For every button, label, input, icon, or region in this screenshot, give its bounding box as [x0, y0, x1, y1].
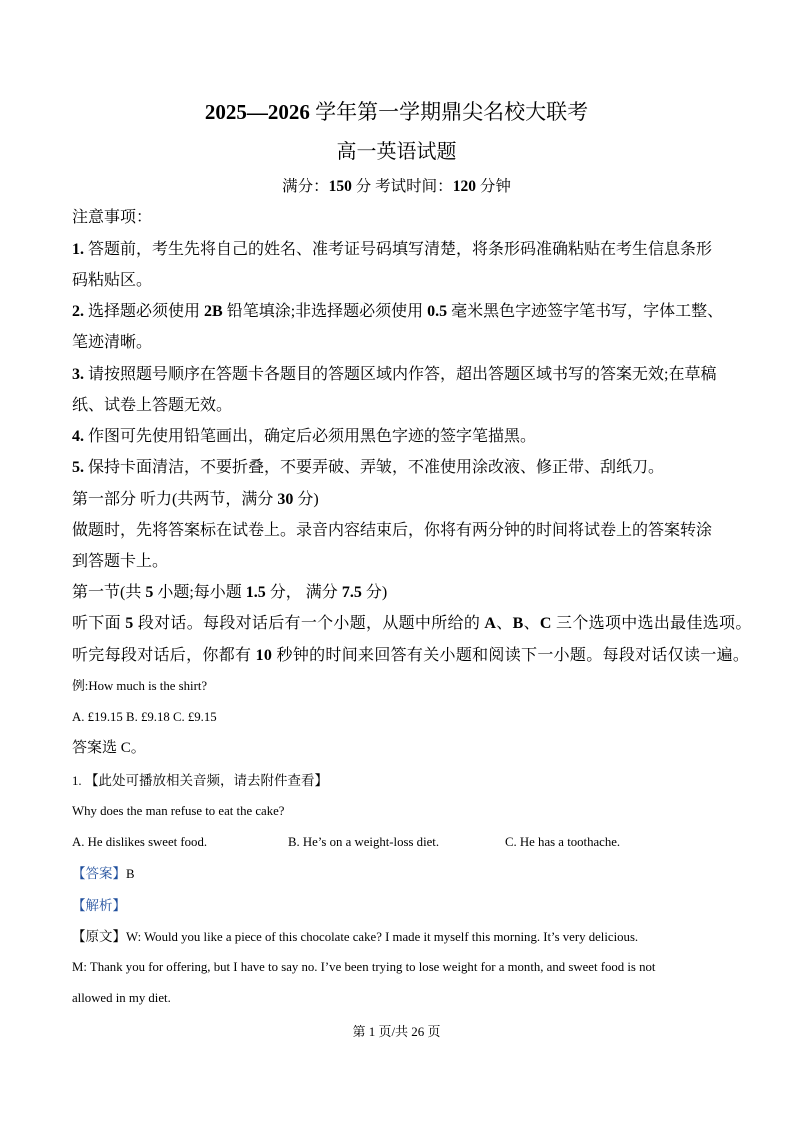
notice-item-text: 0.5	[427, 303, 448, 321]
option-letter-c: C	[539, 615, 552, 633]
audio-note: 【此处可播放相关音频，请去附件查看】	[84, 772, 328, 788]
directions-text: 、	[523, 615, 540, 633]
score-label: 满分：	[282, 178, 329, 195]
notice-item-3	[72, 359, 762, 390]
notice-item-text: 答题前，考生先将自己的姓名、准考证号码填写清楚，将条形码准确粘贴在考生信息条形	[84, 240, 713, 258]
notice-item-number: 1.	[72, 240, 84, 258]
option-letter-b: B	[512, 615, 524, 633]
exam-title-text: 学年第一学期鼎尖名校大联考	[309, 100, 589, 124]
option-letter-a: A	[484, 615, 497, 633]
score-info	[0, 173, 793, 201]
analysis-label: 【解析】	[72, 897, 126, 913]
time-minutes: 120	[452, 178, 476, 195]
exam-subtitle: 高一英语试题	[336, 141, 457, 163]
directions-number: 10	[255, 646, 273, 664]
part-one-title	[72, 484, 762, 515]
section-title-text: 第一节(共	[72, 584, 146, 602]
transcript-line-1	[72, 921, 762, 952]
notice-item-text: 毫米黑色字迹签字笔书写，字体工整、	[447, 303, 724, 321]
notice-item-2-continued: 笔迹清晰。	[72, 334, 153, 352]
notice-heading: 注意事项：	[72, 209, 153, 227]
notice-item-text: 作图可先使用铅笔画出，确定后必须用黑色字迹的签字笔描黑。	[84, 428, 537, 446]
directions-text: 三个选项中选出最佳选项。	[551, 615, 752, 633]
question-number: 1.	[72, 773, 82, 788]
question-stem: Why does the man refuse to eat the cake?	[72, 803, 285, 818]
question-1-header	[72, 765, 762, 796]
example-options: A. £19.15 B. £9.18 C. £9.15	[72, 710, 217, 725]
analysis-line	[72, 890, 762, 921]
example-answer: 答案选 C。	[72, 740, 146, 757]
section-one-directions	[72, 608, 762, 639]
part-one-instructions: 做题时，先将答案标在试卷上。录音内容结束后，你将有两分钟的时间将试卷上的答案转涂	[72, 521, 713, 539]
time-unit: 分钟	[475, 178, 511, 195]
section-title-number: 1.5	[245, 584, 266, 602]
notice-item-number: 4.	[72, 428, 84, 446]
directions-text: 、	[496, 615, 513, 633]
section-one-title	[72, 577, 762, 608]
directions-text: 听完每段对话后，你都有	[72, 646, 256, 664]
directions-text: 段对话。每段对话后有一个小题，从题中所给的	[133, 615, 485, 633]
section-one-directions-continued	[72, 640, 762, 671]
section-title-text: 分， 满分	[265, 584, 342, 602]
option-a: A. He dislikes sweet food.	[72, 835, 208, 850]
transcript-label: 【原文】	[72, 928, 126, 944]
notice-item-text: 2B	[204, 303, 223, 321]
directions-number: 5	[125, 615, 134, 633]
notice-item-5	[72, 452, 762, 483]
section-title-text: 分)	[361, 584, 388, 602]
notice-item-text: 选择题必须使用	[84, 303, 205, 321]
option-b: B. He’s on a weight-loss diet.	[288, 835, 440, 850]
exam-title-year: 2025—2026	[204, 100, 310, 124]
total-score: 150	[328, 178, 352, 195]
section-title-number: 7.5	[341, 584, 362, 602]
section-title-number: 5	[145, 584, 154, 602]
example-question: 例:How much is the shirt?	[72, 678, 208, 693]
part-one-instructions-continued: 到答题卡上。	[72, 552, 169, 570]
notice-item-1	[72, 234, 762, 265]
answer-line	[72, 858, 762, 889]
directions-text: 听下面	[72, 615, 126, 633]
question-options	[72, 827, 762, 858]
section-title-text: 小题;每小题	[153, 584, 246, 602]
answer-value: B	[126, 867, 135, 882]
notice-item-3-continued: 纸、试卷上答题无效。	[72, 396, 233, 414]
notice-item-1-continued: 码粘贴区。	[72, 271, 153, 289]
exam-body	[72, 202, 762, 1014]
notice-item-number: 5.	[72, 459, 84, 477]
notice-item-4	[72, 421, 762, 452]
answer-label: 【答案】	[72, 866, 126, 882]
notice-item-2	[72, 296, 762, 327]
transcript-line-3: allowed in my diet.	[72, 991, 171, 1006]
notice-item-text: 保持卡面清洁，不要折叠，不要弄破、弄皱，不准使用涂改液、修正带、刮纸刀。	[84, 459, 665, 477]
exam-title	[0, 97, 793, 127]
notice-item-number: 3.	[72, 365, 84, 383]
page-number: 第 1 页/共 26 页	[352, 1024, 441, 1039]
transcript-text: W: Would you like a piece of this chocolate cake? I made it myself this morning. It’s very delicious.	[126, 929, 639, 944]
notice-item-number: 2.	[72, 303, 84, 321]
notice-item-text: 铅笔填涂;非选择题必须使用	[222, 303, 428, 321]
part-one-title-text: 分)	[293, 490, 319, 508]
transcript-line-2: M: Thank you for offering, but I have to say no. I’ve been trying to lose weight for a month, and sweet food is not	[72, 960, 656, 975]
part-one-title-text: 第一部分 听力(共两节，满分	[72, 490, 278, 508]
notice-item-text: 请按照题号顺序在答题卡各题目的答题区域内作答，超出答题区域书写的答案无效;在草稿	[84, 365, 717, 383]
directions-text: 秒钟的时间来回答有关小题和阅读下一小题。每段对话仅读一遍。	[272, 646, 750, 664]
option-c: C. He has a toothache.	[505, 835, 621, 850]
part-one-score: 30	[277, 490, 294, 508]
time-label: 分 考试时间：	[351, 178, 453, 195]
